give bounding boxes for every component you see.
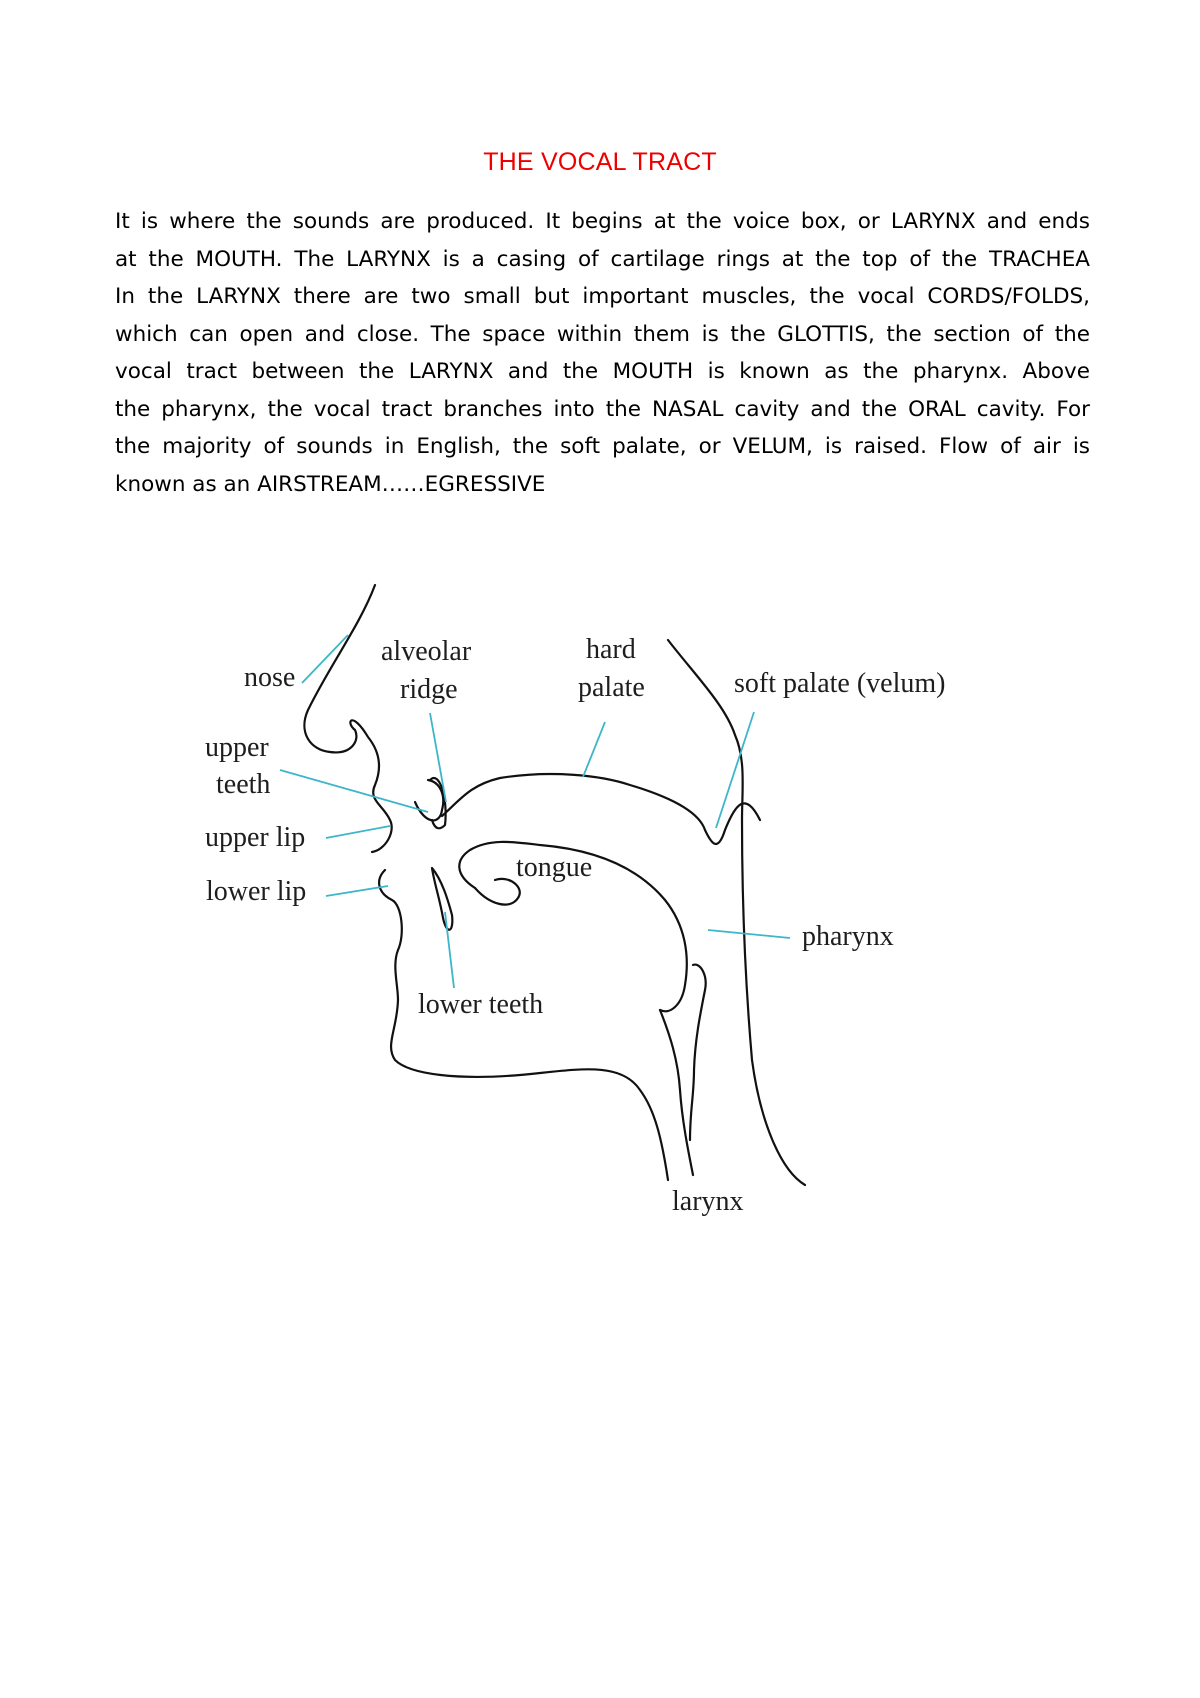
chin-neck-outline <box>379 870 668 1180</box>
label-lower-teeth: lower teeth <box>418 989 544 1020</box>
pharynx-back-wall <box>742 820 805 1185</box>
label-upper-lip: upper lip <box>205 822 306 853</box>
leader-lower-lip <box>326 886 388 896</box>
paragraph-line: the majority of sounds in English, the soft palate, or VELUM, is raised. Flow of air is <box>115 434 1090 459</box>
upper-teeth-outline <box>415 780 443 820</box>
label-alveolar: alveolar <box>381 636 472 667</box>
lower-teeth-outline <box>432 868 452 930</box>
paragraph-line: known as an AIRSTREAM……EGRESSIVE <box>115 471 546 497</box>
larynx-outline <box>660 1010 693 1175</box>
leader-upper-lip <box>326 826 390 838</box>
paragraph-line: It is where the sounds are produced. It begins at the voice box, or LARYNX and ends <box>115 209 1090 234</box>
label-palate: palate <box>578 672 645 703</box>
leader-alveolar-ridge <box>430 713 446 802</box>
face-profile-outline <box>304 585 391 852</box>
label-soft-palate: soft palate (velum) <box>734 668 946 699</box>
paragraph-line: which can open and close. The space within them is the GLOTTIS, the section of the <box>115 321 1090 347</box>
palate-outline <box>442 774 760 844</box>
paragraph-line: vocal tract between the LARYNX and the MOUTH is known as the pharynx. Above <box>115 359 1090 384</box>
leader-pharynx <box>708 930 790 938</box>
page-title: THE VOCAL TRACT <box>483 148 717 176</box>
label-nose: nose <box>244 662 296 693</box>
paragraph-line: at the MOUTH. The LARYNX is a casing of cartilage rings at the top of the TRACHEA <box>115 246 1090 272</box>
velum-outline <box>668 640 743 820</box>
paragraph-line: In the LARYNX there are two small but important muscles, the vocal CORDS/FOLDS, <box>115 284 1090 309</box>
label-lower-lip: lower lip <box>206 876 307 907</box>
label-ridge: ridge <box>400 674 458 705</box>
label-upper: upper <box>205 732 269 763</box>
epiglottis-outline <box>690 965 706 1140</box>
label-hard: hard <box>586 634 636 665</box>
leader-nose <box>302 635 348 683</box>
label-teeth: teeth <box>216 769 271 800</box>
label-tongue: tongue <box>516 852 593 883</box>
label-larynx: larynx <box>672 1186 744 1217</box>
label-pharynx: pharynx <box>802 921 894 952</box>
leader-upper-teeth <box>280 770 428 812</box>
leader-hard-palate <box>583 722 605 777</box>
tongue-tip-curl <box>475 879 520 905</box>
paragraph-line: the pharynx, the vocal tract branches into the NASAL cavity and the ORAL cavity. For <box>115 396 1090 422</box>
